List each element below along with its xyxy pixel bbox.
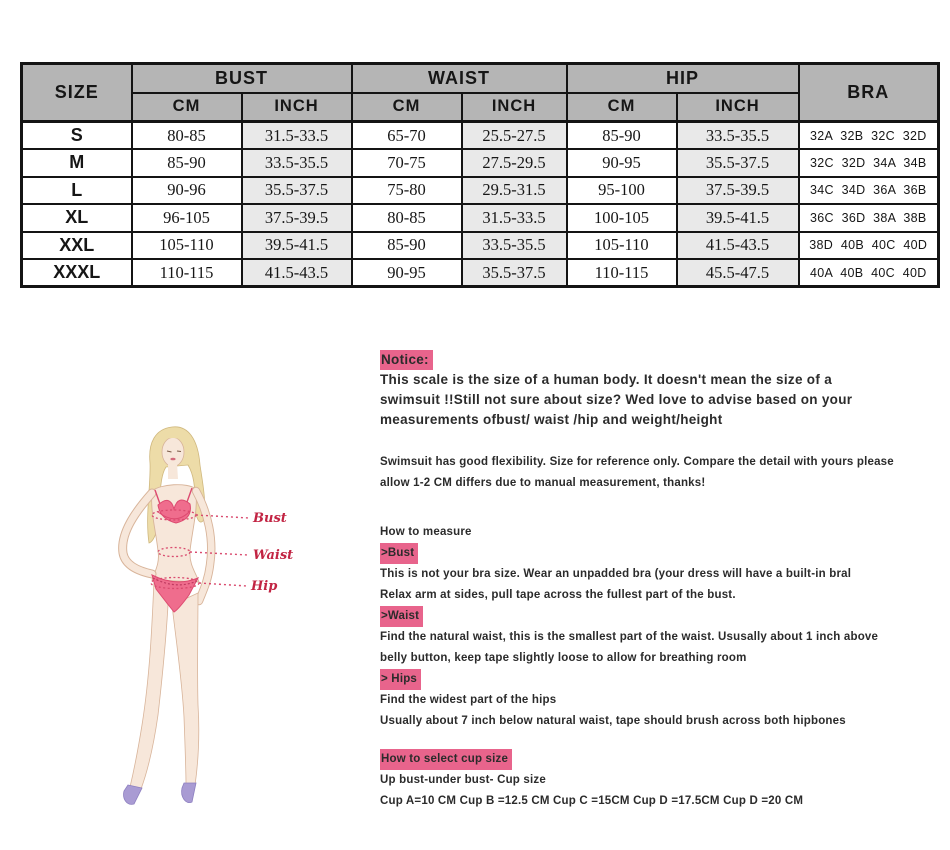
size-table [20,62,940,288]
cup-size-line: Cup A=10 CM Cup B =12.5 CM Cup C =15CM Cup D =17.5CM Cup D =20 CM [380,795,804,807]
header-waist-cm: CM [352,93,462,122]
notice-heading: Notice: [380,350,433,370]
bra-cell: 36C 36D 38A 38B [799,204,939,232]
table-row-s [22,122,939,150]
hips-heading: > Hips [380,669,421,690]
bra-cell: 32A 32B 32C 32D [799,122,939,150]
notice-line: measurements ofbust/ waist /hip and weight/height [380,412,723,427]
hip-cm-cell: 90-95 [567,149,677,177]
waist-leader-line [190,552,249,555]
hip-cm-cell: 100-105 [567,204,677,232]
figure-label-hip: Hip [251,579,278,594]
bra-cell: 34C 34D 36A 36B [799,177,939,205]
waist-inch-cell: 35.5-37.5 [462,259,567,287]
waist-inch-cell: 33.5-35.5 [462,232,567,260]
header-bust-cm: CM [132,93,242,122]
flexibility-line: allow 1-2 CM differs due to manual measurement, thanks! [380,477,706,489]
measurement-figure [110,425,345,820]
bust-inch-cell: 37.5-39.5 [242,204,352,232]
hip-cm-cell: 110-115 [567,259,677,287]
table-row-m [22,149,939,177]
size-cell: S [22,122,132,150]
bust-instruction-line: Relax arm at sides, pull tape across the fullest part of the bust. [380,589,736,601]
hip-cm-cell: 95-100 [567,177,677,205]
figure-label-bust: Bust [253,511,287,526]
size-cell: L [22,177,132,205]
header-hip: HIP [567,64,799,93]
hip-inch-cell: 33.5-35.5 [677,122,799,150]
flexibility-line: Swimsuit has good flexibility. Size for reference only. Compare the detail with yours please [380,456,894,468]
waist-inch-cell: 27.5-29.5 [462,149,567,177]
size-table-header [22,64,939,122]
waist-cm-cell: 90-95 [352,259,462,287]
waist-cm-cell: 65-70 [352,122,462,150]
bust-inch-cell: 35.5-37.5 [242,177,352,205]
hip-inch-cell: 37.5-39.5 [677,177,799,205]
bust-cm-cell: 105-110 [132,232,242,260]
hip-inch-cell: 35.5-37.5 [677,149,799,177]
hips-instruction-line: Usually about 7 inch below natural waist, tape should brush across both hipbones [380,715,846,727]
bust-cm-cell: 90-96 [132,177,242,205]
waist-cm-cell: 85-90 [352,232,462,260]
waist-cm-cell: 75-80 [352,177,462,205]
bra-cell: 32C 32D 34A 34B [799,149,939,177]
figure-sketch-svg [110,425,345,820]
waist-inch-cell: 25.5-27.5 [462,122,567,150]
waist-heading: >Waist [380,606,423,627]
hips-instruction-line: Find the widest part of the hips [380,694,557,706]
bust-cm-cell: 80-85 [132,122,242,150]
spacer [380,732,936,749]
header-waist: WAIST [352,64,567,93]
figure-labels [250,511,293,594]
size-cell: XL [22,204,132,232]
hip-cm-cell: 85-90 [567,122,677,150]
header-bust-inch: INCH [242,93,352,122]
waist-instruction-line: belly button, keep tape slightly loose to allow for breathing room [380,652,747,664]
figure-label-waist: Waist [253,548,294,563]
bust-instruction-line: This is not your bra size. Wear an unpadded bra (your dress will have a built-in bral [380,568,852,580]
size-cell: XXXL [22,259,132,287]
bra-cell: 40A 40B 40C 40D [799,259,939,287]
spacer [380,494,936,522]
how-to-measure-title: How to measure [380,526,472,538]
spacer [380,430,936,452]
table-row-xxxl [22,259,939,287]
bust-inch-cell: 31.5-33.5 [242,122,352,150]
cup-size-heading: How to select cup size [380,749,512,770]
notice-line: swimsuit !!Still not sure about size? Wed love to advise based on your [380,392,853,407]
header-bust: BUST [132,64,352,93]
waist-inch-cell: 29.5-31.5 [462,177,567,205]
waist-instruction-line: Find the natural waist, this is the smallest part of the waist. Ususally about 1 inch above [380,631,879,643]
bust-inch-cell: 41.5-43.5 [242,259,352,287]
bust-cm-cell: 110-115 [132,259,242,287]
table-row-xl [22,204,939,232]
measure-notes [380,350,936,812]
header-size: SIZE [22,64,132,122]
waist-cm-cell: 70-75 [352,149,462,177]
size-cell: XXL [22,232,132,260]
hip-inch-cell: 39.5-41.5 [677,204,799,232]
table-row-xxl [22,232,939,260]
header-hip-inch: INCH [677,93,799,122]
hip-inch-cell: 41.5-43.5 [677,232,799,260]
bust-cm-cell: 85-90 [132,149,242,177]
bust-inch-cell: 39.5-41.5 [242,232,352,260]
waist-cm-cell: 80-85 [352,204,462,232]
table-row-l [22,177,939,205]
notice-line: This scale is the size of a human body. It doesn't mean the size of a [380,372,833,387]
figure-shoes [124,783,196,804]
header-waist-inch: INCH [462,93,567,122]
bust-heading: >Bust [380,543,418,564]
hip-inch-cell: 45.5-47.5 [677,259,799,287]
waist-inch-cell: 31.5-33.5 [462,204,567,232]
cup-size-line: Up bust-under bust- Cup size [380,774,546,786]
hip-cm-cell: 105-110 [567,232,677,260]
bra-cell: 38D 40B 40C 40D [799,232,939,260]
header-hip-cm: CM [567,93,677,122]
header-bra: BRA [799,64,939,122]
bust-inch-cell: 33.5-35.5 [242,149,352,177]
bust-cm-cell: 96-105 [132,204,242,232]
size-cell: M [22,149,132,177]
